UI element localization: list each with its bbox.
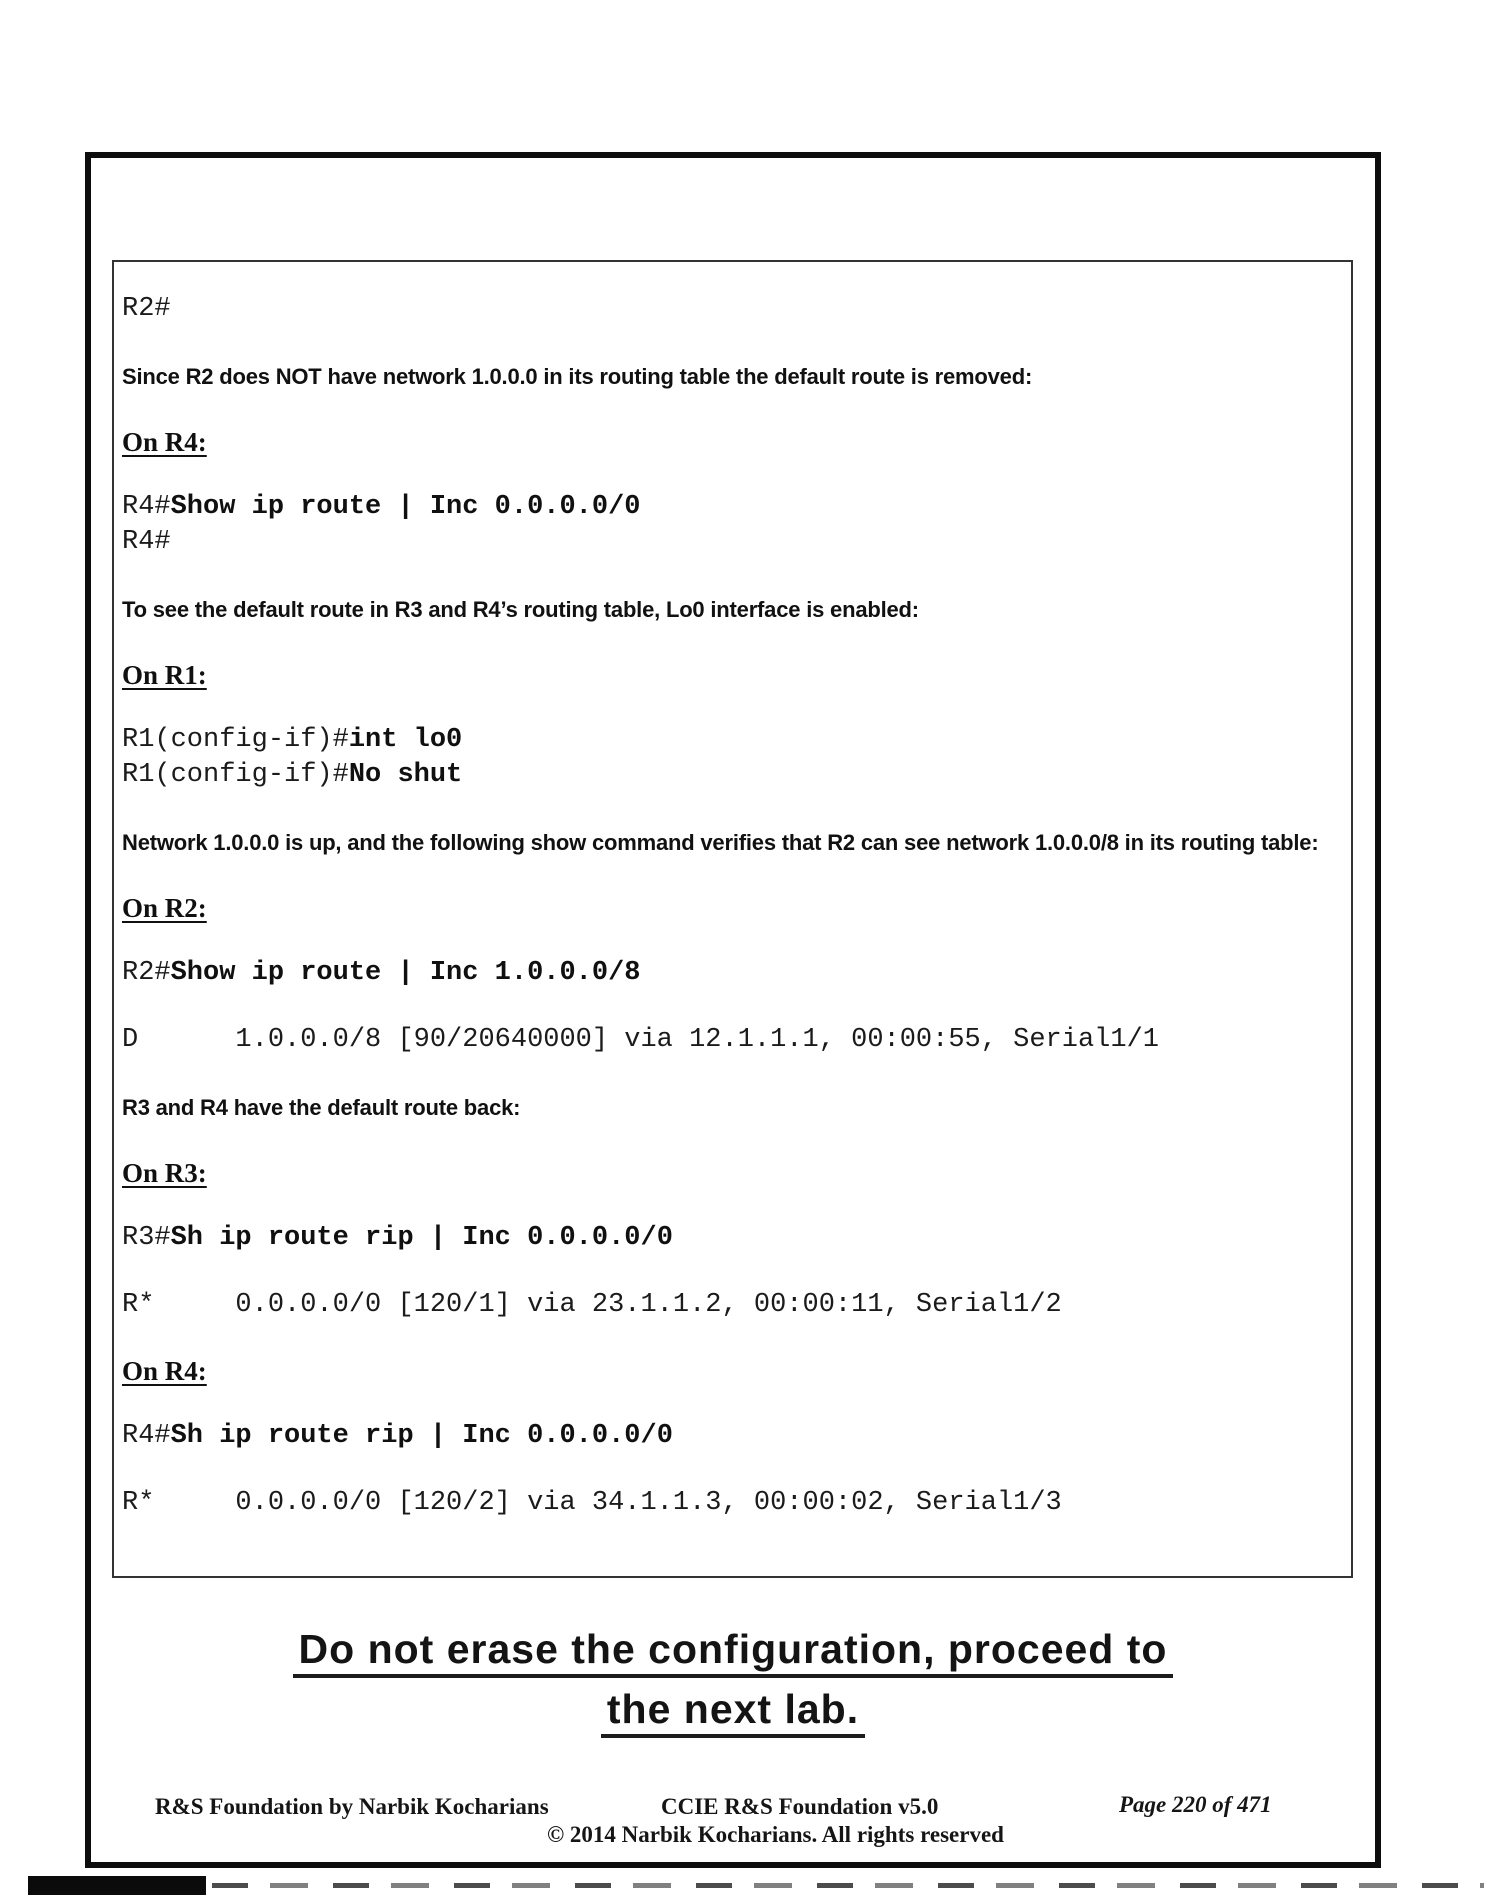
- lab-notice-row: [91, 1686, 1375, 1746]
- router-section: [122, 659, 1341, 691]
- cli-output-line: D 1.0.0.0/8 [90/20640000] via 12.1.1.1, 00:00:55, Serial1/1: [122, 1025, 1159, 1055]
- cli-output-line: R* 0.0.0.0/0 [120/1] via 23.1.1.2, 00:00:11, Serial1/2: [122, 1290, 1062, 1320]
- router-section-heading: On R4:: [122, 1356, 207, 1386]
- cli-command-line: [122, 1419, 1341, 1454]
- router-section: [122, 892, 1341, 924]
- console-output-box: [112, 260, 1353, 1578]
- cli-command: Show ip route | Inc 1.0.0.0/8: [170, 958, 641, 988]
- cli-prompt: R4#: [122, 1421, 171, 1451]
- cli-prompt: R2#: [122, 958, 171, 988]
- router-section-heading: On R1:: [122, 660, 207, 690]
- cli-prompt: R4#: [122, 492, 171, 522]
- footer-copyright: © 2014 Narbik Kocharians. All rights reserved: [547, 1822, 1004, 1847]
- cli-command: int lo0: [348, 725, 463, 755]
- footer-book-title: R&S Foundation by Narbik Kocharians: [155, 1794, 549, 1819]
- body-paragraph: R3 and R4 have the default route back:: [122, 1095, 521, 1120]
- cli-command-group: [122, 490, 1341, 560]
- cli-prompt: R1(config-if)#: [122, 760, 349, 790]
- router-section-heading: On R4:: [122, 427, 207, 457]
- router-section-heading: On R3:: [122, 1158, 207, 1188]
- body-paragraph: Since R2 does NOT have network 1.0.0.0 in its routing table the default route is removed:: [122, 364, 1033, 389]
- body-paragraph: To see the default route in R3 and R4’s routing table, Lo0 interface is enabled:: [122, 597, 919, 622]
- cli-command-line: [122, 1221, 1341, 1256]
- lab-notice-row: [91, 1626, 1375, 1686]
- page-border-frame: [85, 152, 1381, 1868]
- footer-page-number: Page 220 of 471: [1119, 1792, 1272, 1817]
- cli-command: Show ip route | Inc 0.0.0.0/0: [170, 492, 641, 522]
- cli-command-line: [122, 490, 1341, 525]
- cli-command: Sh ip route rip | Inc 0.0.0.0/0: [170, 1223, 673, 1253]
- cli-command-line: [122, 723, 1341, 758]
- router-section: [122, 426, 1341, 458]
- cli-output-line: R* 0.0.0.0/0 [120/2] via 34.1.1.3, 00:00:02, Serial1/3: [122, 1488, 1062, 1518]
- cli-prompt: R4#: [122, 527, 171, 557]
- router-section: [122, 1355, 1341, 1387]
- cli-command-group: [122, 723, 1341, 793]
- scan-artifact-bar: [28, 1876, 206, 1895]
- scan-artifact-dashes: [212, 1883, 1484, 1888]
- cli-command: Sh ip route rip | Inc 0.0.0.0/0: [170, 1421, 673, 1451]
- cli-prompt: R1(config-if)#: [122, 725, 349, 755]
- router-section: [122, 1157, 1341, 1189]
- cli-prompt-line: [122, 525, 1341, 560]
- cli-command-line: [122, 956, 1341, 991]
- lab-notice-line-2: the next lab.: [601, 1686, 865, 1738]
- footer-course-title: CCIE R&S Foundation v5.0: [661, 1794, 939, 1819]
- cli-command: No shut: [348, 760, 463, 790]
- lab-notice-line-1: Do not erase the configuration, proceed to: [293, 1626, 1174, 1678]
- cli-prompt: R2#: [122, 294, 171, 324]
- cli-prompt-line: [122, 292, 1341, 327]
- router-section-heading: On R2:: [122, 893, 207, 923]
- cli-command-line: [122, 758, 1341, 793]
- cli-prompt: R3#: [122, 1223, 171, 1253]
- body-paragraph: Network 1.0.0.0 is up, and the following show command verifies that R2 can see network 1.0.0.0/8 in its routing table:: [122, 830, 1319, 855]
- lab-notice: [91, 1626, 1375, 1746]
